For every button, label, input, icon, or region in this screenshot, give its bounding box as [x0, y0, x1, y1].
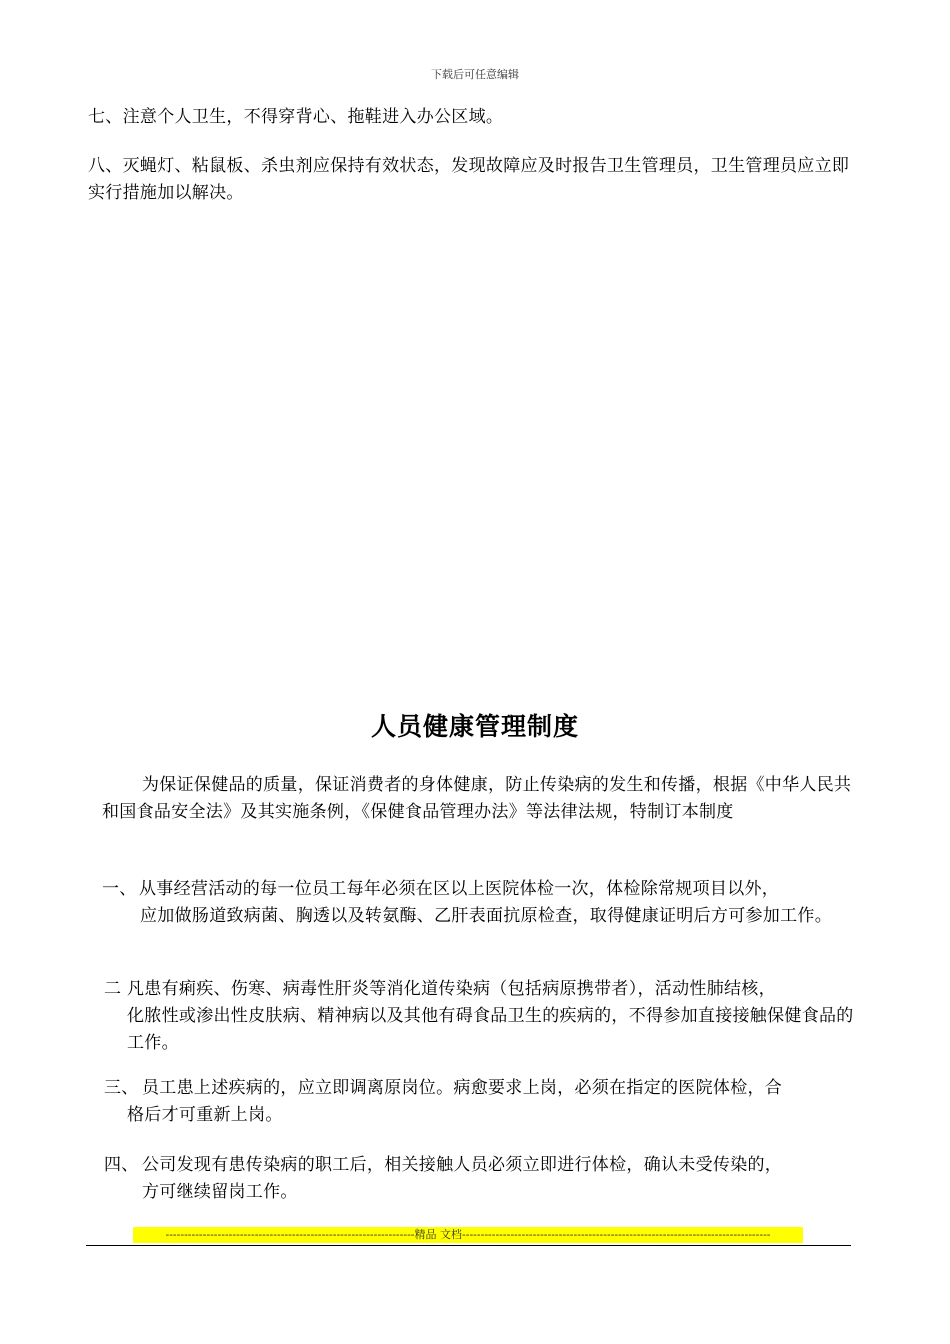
footer-banner	[133, 1227, 803, 1243]
list-item-number: 四、	[104, 1155, 139, 1175]
footer-text: 精品 文档	[414, 1228, 463, 1241]
footer-dashes-left: -------------------------------------------------------------------	[165, 1228, 415, 1241]
list-item-continuation: 应加做肠道致病菌、胸透以及转氨酶、乙肝表面抗原检查，取得健康证明后方可参加工作。	[140, 906, 832, 926]
list-item-first-line: 凡患有痢疾、伤寒、病毒性肝炎等消化道传染病（包括病原携带者），活动性肺结核，	[127, 979, 776, 999]
list-item-continuation: 化脓性或渗出性皮肤病、精神病以及其他有碍食品卫生的疾病的，不得参加直接接触保健食品的工作。	[127, 1006, 854, 1053]
intro-paragraph: 为保证保健品的质量，保证消费者的身体健康，防止传染病的发生和传播，根据《中华人民共和国食品安全法》及其实施条例，《保健食品管理办法》等法律法规，特制订本制度	[102, 775, 852, 822]
list-item-first-line: 公司发现有患传染病的职工后，相关接触人员必须立即进行体检，确认未受传染的，	[142, 1155, 783, 1175]
footer-rule	[86, 1245, 851, 1246]
paragraph-item-8: 八、灭蝇灯、粘鼠板、杀虫剂应保持有效状态，发现故障应及时报告卫生管理员，卫生管理员应立即实行措施加以解决。	[88, 156, 850, 203]
list-item-continuation: 方可继续留岗工作。	[142, 1182, 298, 1202]
list-item-3	[104, 1075, 864, 1129]
list-item-1	[102, 876, 862, 930]
paragraph-item-7: 七、注意个人卫生，不得穿背心、拖鞋进入办公区域。	[88, 107, 504, 127]
list-item-4	[104, 1152, 864, 1206]
list-item-number: 二	[104, 979, 122, 999]
header-note: 下载后可任意编辑	[431, 68, 519, 81]
footer-dashes-right: -----------------------------------------------------------------------------------	[462, 1228, 771, 1241]
list-item-2	[104, 976, 864, 1057]
list-item-continuation: 格后才可重新上岗。	[127, 1105, 283, 1125]
document-title: 人员健康管理制度	[370, 712, 579, 741]
list-item-number: 三、	[104, 1078, 139, 1098]
list-item-first-line: 从事经营活动的每一位员工每年必须在区以上医院体检一次，体检除常规项目以外，	[139, 879, 780, 899]
list-item-first-line: 员工患上述疾病的，应立即调离原岗位。病愈要求上岗，必须在指定的医院体检，合	[142, 1078, 783, 1098]
list-item-number: 一、	[102, 879, 137, 899]
